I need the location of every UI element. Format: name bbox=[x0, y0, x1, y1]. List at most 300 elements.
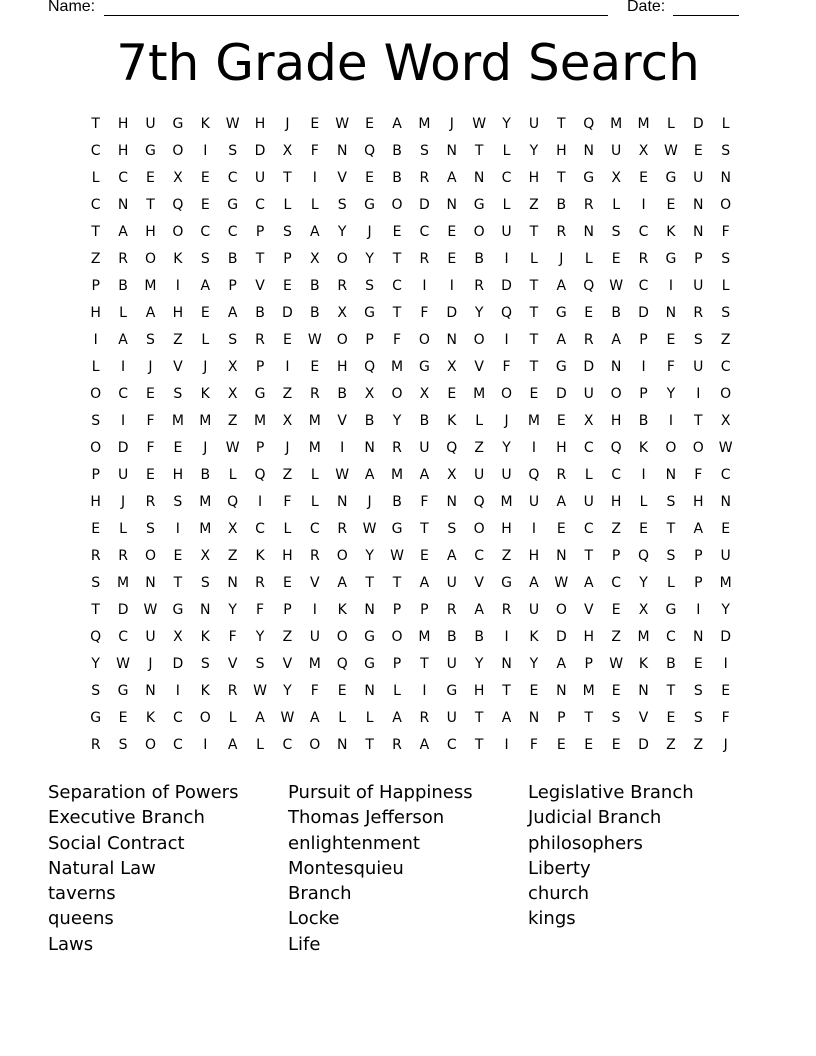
grid-letter: E bbox=[283, 332, 292, 348]
grid-letter: U bbox=[446, 575, 457, 591]
grid-letter: P bbox=[557, 710, 566, 726]
grid-letter: O bbox=[90, 440, 102, 456]
grid-letter: I bbox=[422, 278, 427, 294]
grid-letter: B bbox=[227, 251, 238, 267]
grid-letter: W bbox=[335, 467, 350, 483]
grid-letter: T bbox=[666, 683, 676, 699]
grid-letter: M bbox=[637, 629, 650, 645]
grid-letter: Q bbox=[473, 494, 485, 510]
grid-letter: I bbox=[312, 602, 317, 618]
grid-letter: I bbox=[203, 737, 208, 753]
grid-letter: P bbox=[255, 359, 265, 375]
grid-letter: E bbox=[91, 521, 101, 537]
grid-letter: N bbox=[336, 143, 348, 159]
word-list-item: Thomas Jefferson bbox=[288, 807, 445, 829]
grid-letter: N bbox=[446, 197, 458, 213]
grid-letter: Y bbox=[721, 602, 730, 618]
grid-letter: A bbox=[693, 521, 704, 537]
grid-letter: N bbox=[473, 170, 485, 186]
grid-letter: R bbox=[309, 386, 320, 402]
grid-letter: E bbox=[447, 251, 457, 267]
grid-letter: L bbox=[612, 197, 621, 213]
grid-letter: E bbox=[310, 116, 320, 132]
grid-letter: L bbox=[228, 467, 237, 483]
grid-letter: M bbox=[418, 116, 431, 132]
grid-letter: N bbox=[583, 224, 594, 240]
grid-letter: C bbox=[118, 629, 128, 645]
grid-letter: L bbox=[502, 143, 511, 159]
grid-letter: N bbox=[200, 602, 211, 618]
grid-letter: M bbox=[253, 413, 267, 429]
grid-letter: Y bbox=[255, 629, 265, 645]
grid-letter: O bbox=[391, 629, 403, 645]
grid-letter: G bbox=[364, 629, 376, 645]
grid-letter: U bbox=[309, 629, 320, 645]
grid-letter: G bbox=[117, 683, 129, 699]
grid-letter: A bbox=[118, 332, 128, 348]
grid-letter: C bbox=[446, 737, 457, 753]
grid-letter: W bbox=[390, 548, 404, 564]
grid-letter: N bbox=[693, 224, 704, 240]
grid-letter: B bbox=[419, 413, 430, 429]
grid-letter: O bbox=[144, 251, 156, 267]
name-blank-line bbox=[104, 15, 608, 16]
grid-letter: N bbox=[446, 332, 458, 348]
grid-row bbox=[82, 354, 742, 381]
grid-letter: J bbox=[203, 440, 208, 456]
word-list-item: queens bbox=[48, 908, 114, 930]
grid-letter: G bbox=[172, 602, 184, 618]
grid-letter: G bbox=[172, 116, 184, 132]
grid-letter: L bbox=[283, 521, 292, 537]
grid-letter: U bbox=[117, 467, 129, 483]
grid-letter: N bbox=[556, 683, 567, 699]
grid-letter: F bbox=[666, 359, 675, 375]
grid-letter: T bbox=[502, 683, 511, 699]
word-list-item: Judicial Branch bbox=[528, 807, 662, 829]
grid-letter: L bbox=[119, 521, 127, 537]
grid-letter: E bbox=[200, 305, 210, 321]
word-list-item: Natural Law bbox=[48, 857, 156, 879]
grid-letter: E bbox=[556, 521, 566, 537]
grid-letter: C bbox=[172, 710, 183, 726]
grid-letter: I bbox=[121, 413, 126, 429]
grid-letter: W bbox=[253, 683, 267, 699]
grid-letter: X bbox=[364, 386, 375, 402]
grid-letter: D bbox=[117, 602, 129, 618]
grid-letter: K bbox=[200, 629, 210, 645]
grid-letter: C bbox=[611, 467, 621, 483]
grid-letter: P bbox=[611, 548, 621, 564]
grid-letter: T bbox=[173, 575, 183, 591]
grid-letter: A bbox=[556, 656, 567, 672]
grid-letter: U bbox=[610, 143, 622, 159]
grid-letter: Z bbox=[501, 548, 512, 564]
grid-row bbox=[82, 705, 742, 732]
page-title: 7th Grade Word Search bbox=[116, 34, 700, 92]
grid-letter: E bbox=[666, 197, 676, 213]
grid-letter: U bbox=[145, 116, 156, 132]
grid-letter: E bbox=[283, 575, 292, 591]
grid-letter: E bbox=[146, 467, 155, 483]
grid-letter: T bbox=[91, 224, 100, 240]
grid-letter: H bbox=[693, 494, 704, 510]
grid-letter: G bbox=[418, 359, 430, 375]
grid-letter: Y bbox=[502, 440, 511, 456]
grid-letter: A bbox=[583, 575, 594, 591]
grid-letter: W bbox=[280, 710, 295, 726]
grid-letter: G bbox=[583, 170, 595, 186]
grid-letter: A bbox=[227, 737, 238, 753]
grid-letter: E bbox=[200, 170, 210, 186]
grid-letter: L bbox=[666, 116, 675, 132]
grid-letter: Y bbox=[529, 143, 539, 159]
grid-letter: H bbox=[610, 413, 622, 429]
grid-letter: L bbox=[310, 467, 319, 483]
grid-row bbox=[82, 300, 742, 327]
grid-letter: U bbox=[583, 494, 594, 510]
grid-row bbox=[82, 435, 742, 462]
grid-letter: G bbox=[364, 656, 376, 672]
grid-letter: I bbox=[175, 278, 180, 294]
grid-letter: O bbox=[501, 386, 513, 402]
grid-letter: V bbox=[282, 656, 293, 672]
grid-letter: A bbox=[556, 332, 567, 348]
grid-letter: D bbox=[638, 305, 649, 321]
grid-letter: Q bbox=[528, 467, 540, 483]
grid-letter: Q bbox=[172, 197, 184, 213]
grid-letter: L bbox=[666, 575, 675, 591]
grid-letter: E bbox=[611, 683, 621, 699]
grid-letter: H bbox=[282, 548, 293, 564]
grid-letter: I bbox=[285, 359, 290, 375]
grid-row bbox=[82, 651, 742, 678]
grid-letter: M bbox=[199, 413, 212, 429]
grid-letter: V bbox=[474, 575, 484, 591]
grid-letter: N bbox=[336, 737, 348, 753]
grid-letter: M bbox=[308, 440, 321, 456]
grid-letter: G bbox=[145, 143, 156, 159]
word-list-item bbox=[528, 932, 768, 957]
word-list-item: Branch bbox=[288, 883, 352, 905]
grid-letter: B bbox=[310, 305, 320, 321]
grid-letter: L bbox=[256, 737, 264, 753]
word-list-item: Legislative Branch bbox=[528, 782, 694, 803]
grid-letter: B bbox=[255, 305, 265, 321]
grid-letter: T bbox=[420, 656, 429, 672]
grid-letter: L bbox=[201, 332, 210, 348]
grid-letter: U bbox=[528, 116, 540, 132]
grid-letter: P bbox=[694, 548, 703, 564]
grid-letter: E bbox=[611, 602, 621, 618]
grid-letter: L bbox=[584, 251, 593, 267]
grid-letter: I bbox=[696, 602, 701, 618]
grid-row bbox=[82, 516, 742, 543]
grid-letter: F bbox=[502, 359, 511, 375]
grid-letter: O bbox=[418, 332, 430, 348]
grid-letter: G bbox=[254, 386, 266, 402]
grid-letter: H bbox=[172, 467, 184, 483]
grid-letter: F bbox=[146, 413, 155, 429]
grid-letter: S bbox=[200, 575, 210, 591]
grid-letter: L bbox=[119, 305, 127, 321]
grid-letter: X bbox=[419, 386, 430, 402]
grid-letter: O bbox=[391, 386, 403, 402]
grid-letter: W bbox=[225, 440, 240, 456]
grid-letter: U bbox=[446, 656, 457, 672]
grid-letter: D bbox=[172, 656, 184, 672]
grid-letter: O bbox=[473, 521, 485, 537]
grid-letter: N bbox=[446, 143, 458, 159]
grid-letter: R bbox=[118, 548, 128, 564]
grid-letter: D bbox=[254, 143, 266, 159]
grid-letter: G bbox=[665, 251, 677, 267]
grid-letter: R bbox=[145, 494, 156, 510]
grid-letter: N bbox=[364, 440, 375, 456]
grid-letter: H bbox=[473, 683, 485, 699]
grid-letter: A bbox=[419, 467, 430, 483]
grid-letter: I bbox=[668, 413, 673, 429]
grid-letter: A bbox=[556, 494, 567, 510]
grid-letter: B bbox=[474, 629, 484, 645]
grid-letter: T bbox=[529, 332, 539, 348]
grid-letter: T bbox=[474, 143, 484, 159]
grid-letter: X bbox=[227, 386, 238, 402]
grid-letter: M bbox=[199, 494, 212, 510]
grid-letter: F bbox=[721, 224, 730, 240]
grid-letter: E bbox=[118, 710, 128, 726]
grid-letter: G bbox=[473, 197, 485, 213]
grid-letter: R bbox=[638, 251, 649, 267]
date-field-label: Date: bbox=[627, 0, 666, 15]
grid-letter: R bbox=[419, 710, 430, 726]
grid-letter: Q bbox=[583, 278, 595, 294]
grid-letter: X bbox=[720, 413, 731, 429]
grid-letter: D bbox=[638, 737, 649, 753]
grid-letter: Z bbox=[611, 629, 621, 645]
grid-letter: A bbox=[556, 278, 567, 294]
grid-letter: A bbox=[145, 305, 156, 321]
grid-row bbox=[82, 408, 742, 435]
grid-letter: H bbox=[90, 494, 101, 510]
grid-letter: O bbox=[172, 224, 184, 240]
grid-letter: C bbox=[255, 197, 265, 213]
grid-letter: E bbox=[693, 656, 703, 672]
grid-letter: V bbox=[227, 656, 238, 672]
word-list bbox=[48, 780, 768, 957]
grid-letter: I bbox=[531, 521, 537, 537]
grid-letter: N bbox=[556, 548, 567, 564]
grid-letter: N bbox=[364, 602, 375, 618]
grid-letter: S bbox=[721, 305, 731, 321]
grid-letter: I bbox=[504, 737, 509, 753]
grid-letter: O bbox=[144, 737, 156, 753]
grid-letter: V bbox=[474, 359, 484, 375]
grid-letter: P bbox=[584, 656, 593, 672]
grid-letter: S bbox=[173, 386, 183, 402]
grid-letter: I bbox=[203, 143, 208, 159]
grid-letter: D bbox=[555, 629, 567, 645]
grid-letter: H bbox=[501, 521, 512, 537]
grid-letter: S bbox=[611, 710, 621, 726]
grid-letter: L bbox=[365, 710, 374, 726]
word-list-item: philosophers bbox=[528, 832, 643, 854]
grid-letter: E bbox=[365, 116, 375, 132]
grid-letter: X bbox=[611, 170, 621, 186]
grid-letter: M bbox=[500, 494, 513, 510]
grid-row bbox=[82, 489, 742, 516]
grid-letter: O bbox=[336, 548, 348, 564]
grid-letter: G bbox=[391, 521, 403, 537]
grid-letter: R bbox=[90, 737, 101, 753]
word-list-item: Locke bbox=[288, 908, 340, 930]
grid-letter: U bbox=[693, 170, 704, 186]
grid-letter: B bbox=[118, 278, 128, 294]
grid-letter: E bbox=[146, 386, 155, 402]
grid-letter: X bbox=[227, 359, 238, 375]
grid-letter: Q bbox=[254, 467, 266, 483]
grid-letter: D bbox=[117, 440, 129, 456]
grid-letter: W bbox=[718, 440, 733, 456]
grid-letter: R bbox=[693, 305, 704, 321]
word-list-item: church bbox=[528, 883, 590, 905]
word-list-item: enlightenment bbox=[288, 832, 420, 854]
grid-letter: Q bbox=[364, 143, 376, 159]
grid-letter: R bbox=[337, 278, 348, 294]
grid-letter: Y bbox=[474, 305, 484, 321]
grid-letter: E bbox=[666, 332, 676, 348]
grid-letter: A bbox=[529, 575, 539, 591]
grid-letter: M bbox=[199, 521, 212, 537]
grid-letter: C bbox=[90, 197, 101, 213]
grid-letter: M bbox=[390, 467, 404, 483]
grid-row bbox=[82, 381, 742, 408]
grid-letter: Y bbox=[529, 656, 539, 672]
grid-letter: R bbox=[392, 440, 402, 456]
grid-letter: V bbox=[255, 278, 265, 294]
grid-letter: J bbox=[285, 440, 290, 456]
grid-letter: U bbox=[693, 278, 704, 294]
grid-letter: N bbox=[665, 467, 677, 483]
grid-letter: K bbox=[200, 386, 210, 402]
grid-letter: E bbox=[693, 143, 703, 159]
grid-letter: G bbox=[364, 305, 376, 321]
grid-letter: E bbox=[447, 386, 457, 402]
grid-letter: T bbox=[255, 251, 265, 267]
grid-letter: E bbox=[337, 683, 347, 699]
grid-letter: O bbox=[336, 251, 348, 267]
grid-letter: L bbox=[393, 683, 401, 699]
grid-letter: W bbox=[143, 602, 158, 618]
grid-letter: I bbox=[723, 656, 728, 672]
word-list-item: kings bbox=[528, 908, 576, 930]
grid-letter: U bbox=[528, 494, 540, 510]
grid-letter: O bbox=[336, 332, 348, 348]
grid-letter: E bbox=[173, 548, 183, 564]
grid-letter: F bbox=[420, 494, 429, 510]
grid-letter: O bbox=[720, 386, 732, 402]
grid-letter: D bbox=[555, 386, 567, 402]
grid-letter: V bbox=[583, 602, 594, 618]
grid-letter: R bbox=[583, 332, 594, 348]
grid-letter: R bbox=[392, 737, 402, 753]
grid-row bbox=[82, 624, 742, 651]
grid-letter: O bbox=[309, 737, 321, 753]
grid-letter: L bbox=[283, 197, 292, 213]
grid-letter: O bbox=[555, 602, 567, 618]
grid-letter: L bbox=[310, 494, 319, 510]
grid-letter: X bbox=[282, 143, 293, 159]
grid-letter: B bbox=[200, 467, 211, 483]
grid-letter: G bbox=[555, 359, 567, 375]
grid-letter: M bbox=[144, 278, 157, 294]
grid-letter: Z bbox=[720, 332, 731, 348]
grid-letter: J bbox=[449, 116, 454, 132]
grid-letter: N bbox=[336, 494, 348, 510]
grid-letter: C bbox=[309, 521, 320, 537]
grid-letter: B bbox=[446, 629, 457, 645]
grid-letter: N bbox=[720, 170, 731, 186]
grid-letter: U bbox=[419, 440, 430, 456]
grid-letter: T bbox=[146, 197, 155, 213]
grid-letter: W bbox=[307, 332, 322, 348]
grid-letter: A bbox=[474, 602, 484, 618]
grid-letter: X bbox=[227, 521, 238, 537]
grid-letter: H bbox=[556, 143, 567, 159]
grid-letter: P bbox=[392, 602, 402, 618]
grid-letter: L bbox=[91, 359, 100, 375]
grid-letter: R bbox=[419, 251, 430, 267]
grid-letter: E bbox=[392, 224, 402, 240]
grid-letter: A bbox=[392, 116, 402, 132]
grid-letter: S bbox=[200, 251, 210, 267]
grid-letter: R bbox=[501, 602, 512, 618]
grid-letter: P bbox=[392, 656, 402, 672]
grid-letter: C bbox=[282, 737, 293, 753]
grid-letter: Z bbox=[227, 413, 238, 429]
grid-letter: S bbox=[721, 251, 731, 267]
grid-letter: J bbox=[723, 737, 728, 753]
grid-letter: N bbox=[665, 305, 677, 321]
grid-letter: Q bbox=[637, 548, 650, 564]
grid-letter: T bbox=[474, 710, 484, 726]
grid-letter: U bbox=[254, 170, 266, 186]
grid-letter: W bbox=[609, 656, 624, 672]
grid-letter: X bbox=[638, 602, 649, 618]
grid-letter: D bbox=[583, 359, 595, 375]
grid-letter: J bbox=[367, 494, 372, 510]
grid-letter: C bbox=[227, 224, 238, 240]
grid-letter: C bbox=[90, 143, 101, 159]
grid-letter: D bbox=[282, 305, 293, 321]
grid-letter: S bbox=[173, 494, 183, 510]
grid-letter: N bbox=[610, 359, 622, 375]
grid-letter: E bbox=[584, 737, 594, 753]
grid-letter: Z bbox=[227, 548, 238, 564]
grid-letter: O bbox=[720, 197, 732, 213]
grid-letter: J bbox=[148, 656, 153, 672]
grid-letter: Z bbox=[282, 629, 293, 645]
grid-letter: D bbox=[446, 305, 458, 321]
grid-letter: D bbox=[692, 116, 704, 132]
grid-letter: Q bbox=[227, 494, 239, 510]
grid-letter: T bbox=[584, 548, 593, 564]
grid-letter: U bbox=[501, 467, 512, 483]
grid-letter: Y bbox=[337, 224, 347, 240]
grid-letter: O bbox=[336, 629, 348, 645]
grid-letter: H bbox=[254, 116, 266, 132]
grid-letter: S bbox=[666, 548, 676, 564]
